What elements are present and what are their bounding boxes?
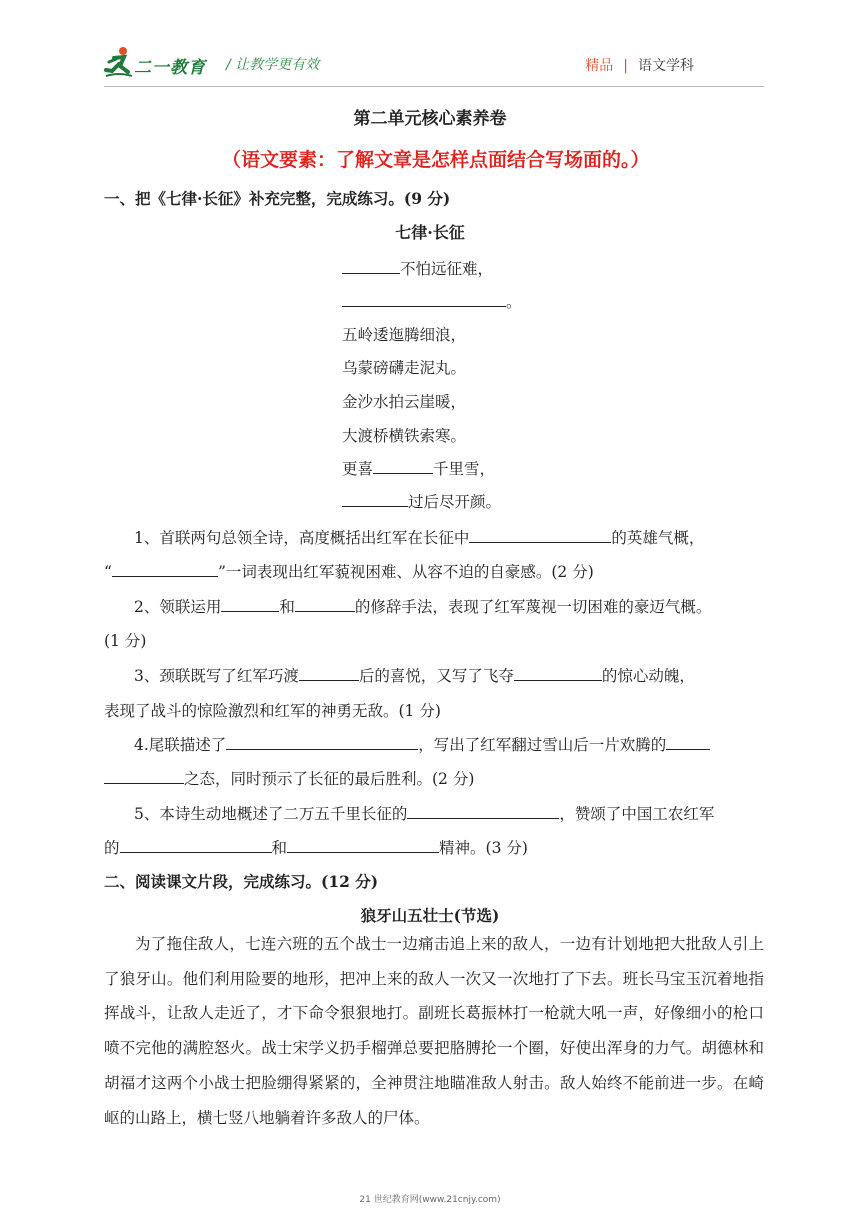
passage-text: 为了拖住敌人，七连六班的五个战士一边痛击追上来的敌人，一边有计划地把大批敌人引上了狼牙山。他们利用险要的地形，把冲上来的敌人一次又一次地打了下去。班长马宝玉沉着地指挥战斗，让敌人走近了，才下命令狠狠地打。副班长葛振林打一枪就大吼一声，好像细小的枪口喷不完他的满腔怒火。战士宋学义扔手榴弹总要把胳膊抡一个圈，好使出浑身的力气。胡德林和胡福才这两个小战士把脸绷得紧紧的，全神贯注地瞄准敌人射击。敌人始终不能前进一步。在崎岖的山路上，横七竖八地躺着许多敌人的尸体。: [104, 935, 764, 1127]
q1-text-c: “: [104, 563, 112, 581]
q3-text-b: 后的喜悦，又写了飞夺: [358, 667, 514, 685]
blank[interactable]: [342, 292, 506, 307]
slogan: / 让教学更有效: [226, 57, 320, 73]
poem-line-7: [342, 457, 495, 479]
q1-line-1: [134, 526, 704, 548]
page-title: 第二单元核心素养卷: [353, 109, 507, 129]
q4-text-b: ，写出了红军翻过雪山后一片欢腾的: [418, 736, 667, 754]
poem-line-7-b: 千里雪，: [433, 460, 496, 478]
q1-text-b: 的英雄气概，: [611, 529, 705, 547]
poem-title: 七律·长征: [395, 223, 465, 242]
poem-line-1: [342, 257, 493, 279]
q4-line-2: [104, 767, 474, 789]
header-divider: [104, 86, 764, 87]
poem-line-5: 金沙水拍云崖暖，: [342, 393, 467, 411]
blank[interactable]: [221, 597, 279, 612]
poem-line-4: 乌蒙磅礴走泥丸。: [342, 359, 467, 377]
q1-text-a: 1、首联两句总领全诗，高度概括出红军在长征中: [134, 529, 470, 547]
blank[interactable]: [514, 666, 602, 681]
poem-line-6: 大渡桥横铁索寒。: [342, 427, 467, 445]
q4-text-c: 之态，同时预示了长征的最后胜利。(2 分): [184, 770, 475, 788]
q5-text-b: ，赞颂了中国工农红军: [559, 805, 715, 823]
q2-text-c: 的修辞手法，表现了红军蔑视一切困难的豪迈气概。: [354, 598, 712, 616]
q5-text-a: 5、本诗生动地概述了二万五千里长征的: [134, 805, 408, 823]
blank[interactable]: [104, 769, 184, 784]
passage-title: 狼牙山五壮士(节选): [360, 906, 500, 925]
q5-text-d: 和: [271, 839, 288, 857]
q5-text-e: 精神。(3 分): [439, 839, 528, 857]
poem-line-7-a: 更喜: [342, 460, 374, 478]
poem-line-8: [342, 490, 501, 512]
q1-text-d: ”一词表现出红军藐视困难、从容不迫的自豪感。(2 分): [217, 563, 594, 581]
header-separator: |: [623, 58, 628, 74]
blank[interactable]: [342, 492, 408, 507]
q2-text-a: 2、领联运用: [134, 598, 222, 616]
q3-line-2: 表现了战斗的惊险激烈和红军的神勇无敌。(1 分): [104, 702, 441, 720]
logo-text: 二一教育: [134, 58, 206, 78]
q2-text-b: 和: [279, 598, 295, 616]
section2-heading: 二、阅读课文片段，完成练习。(12 分): [104, 872, 379, 891]
blank[interactable]: [342, 259, 400, 274]
q2-line-2: (1 分): [104, 632, 147, 650]
blank[interactable]: [373, 459, 433, 474]
header-right: [585, 55, 694, 75]
quality-label: 精品: [585, 58, 614, 74]
section1-heading: 一、把《七律·长征》补充完整，完成练习。(9 分): [104, 189, 451, 208]
poem-line-8-text: 过后尽开颜。: [408, 493, 502, 511]
blank[interactable]: [120, 838, 272, 853]
q1-line-2: [104, 560, 594, 582]
blank[interactable]: [112, 562, 218, 577]
subject-label: 语文学科: [638, 58, 694, 74]
page-footer: 21 世纪教育网(www.21cnjy.com): [359, 1195, 501, 1205]
site-logo: [104, 44, 222, 80]
blank[interactable]: [295, 597, 355, 612]
blank[interactable]: [287, 838, 439, 853]
poem-line-2-text: 。: [506, 293, 522, 311]
poem-line-2: [342, 290, 522, 312]
blank[interactable]: [407, 804, 559, 819]
q2-line-1: [134, 595, 711, 617]
poem-line-1-text: 不怕远征难，: [400, 260, 494, 278]
blank[interactable]: [469, 528, 611, 543]
blank[interactable]: [299, 666, 359, 681]
q3-text-c: 的惊心动魄，: [601, 667, 695, 685]
q5-line-1: [134, 802, 714, 824]
q5-line-2: [104, 836, 528, 858]
runner-logo-icon: [104, 44, 134, 80]
page-header: [104, 44, 764, 84]
q3-line-1: [134, 664, 695, 686]
poem-line-3: 五岭逶迤腾细浪，: [342, 326, 467, 344]
q4-text-a: 4.尾联描述了: [134, 736, 227, 754]
language-element-note: （语文要素：了解文章是怎样点面结合写场面的。）: [222, 149, 650, 171]
q5-text-c: 的: [104, 839, 120, 857]
blank[interactable]: [226, 735, 418, 750]
q4-line-1: [134, 733, 710, 755]
q3-text-a: 3、颈联既写了红军巧渡: [134, 667, 299, 685]
blank[interactable]: [666, 735, 710, 750]
